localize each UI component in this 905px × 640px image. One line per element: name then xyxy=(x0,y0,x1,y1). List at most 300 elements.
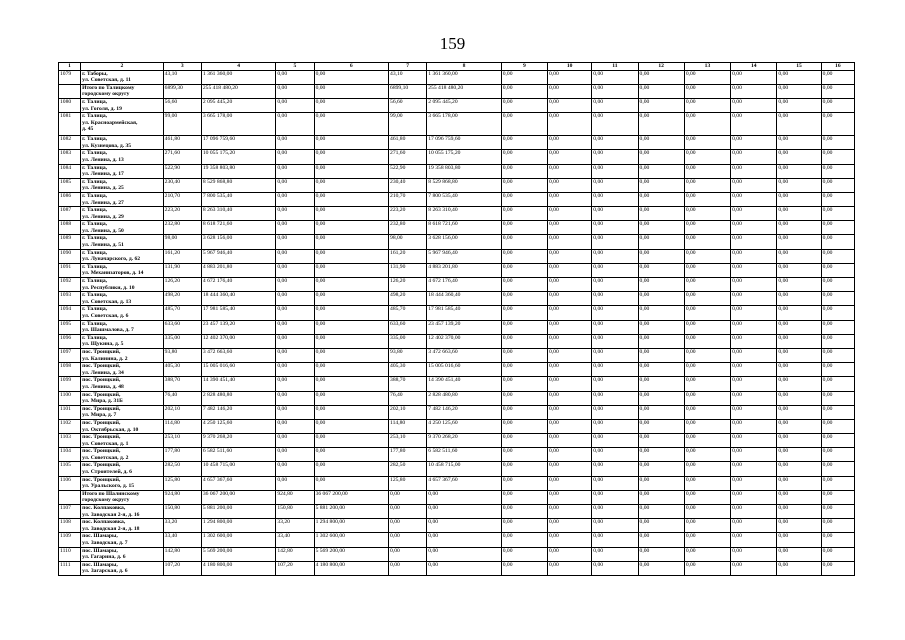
column-number-5: 5 xyxy=(276,63,314,71)
value-cell-col4: 17 981 585,40 xyxy=(201,306,275,320)
value-cell-col10: 0,00 xyxy=(547,178,591,192)
value-cell-col11: 0,00 xyxy=(592,278,638,292)
table-row xyxy=(59,150,855,164)
value-cell-col5: 0,00 xyxy=(276,249,314,263)
value-cell-col8: 0,00 xyxy=(427,547,501,561)
value-cell-col14: 0,00 xyxy=(731,84,777,98)
value-cell-col16: 0,00 xyxy=(821,320,854,334)
value-cell-col8: 3 472 663,60 xyxy=(427,348,501,362)
value-cell-col12: 0,00 xyxy=(638,207,684,221)
value-cell-col7: 161,20 xyxy=(389,249,427,263)
value-cell-col7: 0,00 xyxy=(389,519,427,533)
table-row xyxy=(59,263,855,277)
value-cell-col12: 0,00 xyxy=(638,405,684,419)
row-number-cell: 1087 xyxy=(59,207,81,221)
value-cell-col10: 0,00 xyxy=(547,377,591,391)
value-cell-col15: 0,00 xyxy=(777,448,821,462)
table-row xyxy=(59,519,855,533)
subtotal-label-cell: Итого по Талицкому городскому округу xyxy=(81,84,164,98)
table-row xyxy=(59,320,855,334)
address-cell: г. Талица, ул. Советская, д. 13 xyxy=(81,292,164,306)
row-number-cell: 1109 xyxy=(59,533,81,547)
value-cell-col7: 522,90 xyxy=(389,164,427,178)
value-cell-col13: 0,00 xyxy=(684,348,730,362)
value-cell-col6: 0,00 xyxy=(314,70,388,84)
value-cell-col5: 0,00 xyxy=(276,263,314,277)
value-cell-col7: 131,90 xyxy=(389,263,427,277)
value-cell-col14: 0,00 xyxy=(731,377,777,391)
row-number-cell: 1098 xyxy=(59,363,81,377)
row-number-cell: 1081 xyxy=(59,113,81,136)
value-cell-col9: 0,00 xyxy=(501,405,547,419)
value-cell-col4: 4 883 201,80 xyxy=(201,263,275,277)
value-cell-col7: 498,20 xyxy=(389,292,427,306)
value-cell-col5: 142,80 xyxy=(276,547,314,561)
value-cell-col12: 0,00 xyxy=(638,84,684,98)
value-cell-col15: 0,00 xyxy=(777,405,821,419)
value-cell-col4: 6 582 511,60 xyxy=(201,448,275,462)
value-cell-col11: 0,00 xyxy=(592,136,638,150)
value-cell-col6: 0,00 xyxy=(314,113,388,136)
value-cell-col10: 0,00 xyxy=(547,207,591,221)
value-cell-col5: 0,00 xyxy=(276,150,314,164)
row-number-cell: 1099 xyxy=(59,377,81,391)
table-row xyxy=(59,391,855,405)
value-cell-col13: 0,00 xyxy=(684,113,730,136)
value-cell-col7: 202,10 xyxy=(389,405,427,419)
value-cell-col9: 0,00 xyxy=(501,476,547,490)
value-cell-col4: 23 457 139,20 xyxy=(201,320,275,334)
value-cell-col10: 0,00 xyxy=(547,561,591,575)
value-cell-col12: 0,00 xyxy=(638,292,684,306)
value-cell-col4: 4 250 125,60 xyxy=(201,419,275,433)
value-cell-col13: 0,00 xyxy=(684,164,730,178)
value-cell-col10: 0,00 xyxy=(547,70,591,84)
column-number-6: 6 xyxy=(314,63,388,71)
table-row xyxy=(59,278,855,292)
value-cell-col9: 0,00 xyxy=(501,377,547,391)
value-cell-col15: 0,00 xyxy=(777,490,821,504)
value-cell-col15: 0,00 xyxy=(777,377,821,391)
address-cell: пос. Троицкий, ул. Мира, д. 31Б xyxy=(81,391,164,405)
column-number-9: 9 xyxy=(501,63,547,71)
table-row xyxy=(59,164,855,178)
value-cell-col11: 0,00 xyxy=(592,207,638,221)
table-row xyxy=(59,348,855,362)
value-cell-col3: 253,10 xyxy=(163,434,201,448)
value-cell-col5: 0,00 xyxy=(276,462,314,476)
value-cell-col16: 0,00 xyxy=(821,434,854,448)
value-cell-col9: 0,00 xyxy=(501,84,547,98)
value-cell-col5: 0,00 xyxy=(276,136,314,150)
value-cell-col6: 0,00 xyxy=(314,221,388,235)
value-cell-col11: 0,00 xyxy=(592,405,638,419)
value-cell-col6: 0,00 xyxy=(314,391,388,405)
value-cell-col8: 10 055 175,20 xyxy=(427,150,501,164)
value-cell-col16: 0,00 xyxy=(821,419,854,433)
value-cell-col6: 0,00 xyxy=(314,377,388,391)
value-cell-col14: 0,00 xyxy=(731,348,777,362)
table-row xyxy=(59,70,855,84)
value-cell-col11: 0,00 xyxy=(592,113,638,136)
row-number-cell: 1080 xyxy=(59,98,81,112)
value-cell-col4: 4 672 176,40 xyxy=(201,278,275,292)
value-cell-col8: 18 444 360,40 xyxy=(427,292,501,306)
column-number-1: 1 xyxy=(59,63,81,71)
value-cell-col12: 0,00 xyxy=(638,98,684,112)
table-row xyxy=(59,113,855,136)
value-cell-col3: 93,80 xyxy=(163,348,201,362)
value-cell-col13: 0,00 xyxy=(684,363,730,377)
address-cell: г. Талица, ул. Кузнецова, д. 35 xyxy=(81,136,164,150)
value-cell-col7: 388,70 xyxy=(389,377,427,391)
value-cell-col16: 0,00 xyxy=(821,178,854,192)
address-cell: пос. Троицкий, ул. Калинина, д. 2 xyxy=(81,348,164,362)
value-cell-col7: 485,70 xyxy=(389,306,427,320)
value-cell-col16: 0,00 xyxy=(821,448,854,462)
value-cell-col13: 0,00 xyxy=(684,249,730,263)
value-cell-col4: 5 569 200,00 xyxy=(201,547,275,561)
value-cell-col16: 0,00 xyxy=(821,476,854,490)
value-cell-col11: 0,00 xyxy=(592,334,638,348)
value-cell-col10: 0,00 xyxy=(547,490,591,504)
value-cell-col10: 0,00 xyxy=(547,192,591,206)
value-cell-col8: 4 672 176,40 xyxy=(427,278,501,292)
value-cell-col4: 2 828 480,80 xyxy=(201,391,275,405)
value-cell-col9: 0,00 xyxy=(501,462,547,476)
value-cell-col3: 202,10 xyxy=(163,405,201,419)
value-cell-col3: 522,90 xyxy=(163,164,201,178)
value-cell-col9: 0,00 xyxy=(501,490,547,504)
value-cell-col7: 6899,10 xyxy=(389,84,427,98)
page-number: 159 xyxy=(439,34,466,53)
value-cell-col5: 0,00 xyxy=(276,113,314,136)
value-cell-col8: 255 418 480,20 xyxy=(427,84,501,98)
value-cell-col3: 33,40 xyxy=(163,533,201,547)
value-cell-col16: 0,00 xyxy=(821,150,854,164)
value-cell-col16: 0,00 xyxy=(821,235,854,249)
address-cell: пос. Троицкий, ул. Октябрьская, д. 10 xyxy=(81,419,164,433)
value-cell-col8: 4 657 367,60 xyxy=(427,476,501,490)
value-cell-col15: 0,00 xyxy=(777,84,821,98)
address-cell: г. Талица, ул. Ленина, д. 13 xyxy=(81,150,164,164)
value-cell-col9: 0,00 xyxy=(501,263,547,277)
value-cell-col16: 0,00 xyxy=(821,70,854,84)
value-cell-col12: 0,00 xyxy=(638,490,684,504)
value-cell-col15: 0,00 xyxy=(777,561,821,575)
value-cell-col14: 0,00 xyxy=(731,221,777,235)
column-number-4: 4 xyxy=(201,63,275,71)
value-cell-col4: 7 482 146,20 xyxy=(201,405,275,419)
value-cell-col7: 282,50 xyxy=(389,462,427,476)
value-cell-col5: 0,00 xyxy=(276,84,314,98)
value-cell-col13: 0,00 xyxy=(684,405,730,419)
table-row xyxy=(59,334,855,348)
value-cell-col6: 0,00 xyxy=(314,320,388,334)
value-cell-col7: 335,00 xyxy=(389,334,427,348)
value-cell-col14: 0,00 xyxy=(731,136,777,150)
value-cell-col15: 0,00 xyxy=(777,221,821,235)
value-cell-col10: 0,00 xyxy=(547,476,591,490)
row-number-cell: 1107 xyxy=(59,505,81,519)
row-number-cell: 1111 xyxy=(59,561,81,575)
value-cell-col9: 0,00 xyxy=(501,292,547,306)
value-cell-col6: 0,00 xyxy=(314,419,388,433)
table-row xyxy=(59,98,855,112)
row-number-cell: 1083 xyxy=(59,150,81,164)
value-cell-col7: 98,00 xyxy=(389,235,427,249)
value-cell-col15: 0,00 xyxy=(777,292,821,306)
address-cell: г. Талица, ул. Луначарского, д. 62 xyxy=(81,249,164,263)
value-cell-col14: 0,00 xyxy=(731,561,777,575)
value-cell-col16: 0,00 xyxy=(821,292,854,306)
value-cell-col16: 0,00 xyxy=(821,363,854,377)
value-cell-col13: 0,00 xyxy=(684,207,730,221)
value-cell-col14: 0,00 xyxy=(731,192,777,206)
value-cell-col12: 0,00 xyxy=(638,505,684,519)
value-cell-col6: 0,00 xyxy=(314,292,388,306)
value-cell-col15: 0,00 xyxy=(777,363,821,377)
value-cell-col4: 7 800 535,40 xyxy=(201,192,275,206)
value-cell-col10: 0,00 xyxy=(547,434,591,448)
value-cell-col6: 0,00 xyxy=(314,348,388,362)
row-number-cell xyxy=(59,490,81,504)
value-cell-col14: 0,00 xyxy=(731,533,777,547)
address-cell: пос. Троицкий, ул. Строителей, д. 6 xyxy=(81,462,164,476)
value-cell-col4: 1 361 360,00 xyxy=(201,70,275,84)
value-cell-col16: 0,00 xyxy=(821,519,854,533)
value-cell-col4: 17 096 759,60 xyxy=(201,136,275,150)
value-cell-col9: 0,00 xyxy=(501,70,547,84)
value-cell-col7: 405,30 xyxy=(389,363,427,377)
value-cell-col6: 0,00 xyxy=(314,278,388,292)
table-row xyxy=(59,136,855,150)
value-cell-col9: 0,00 xyxy=(501,113,547,136)
value-cell-col9: 0,00 xyxy=(501,306,547,320)
value-cell-col14: 0,00 xyxy=(731,405,777,419)
row-number-cell: 1104 xyxy=(59,448,81,462)
value-cell-col7: 461,80 xyxy=(389,136,427,150)
value-cell-col10: 0,00 xyxy=(547,249,591,263)
value-cell-col3: 76,40 xyxy=(163,391,201,405)
value-cell-col3: 223,20 xyxy=(163,207,201,221)
value-cell-col13: 0,00 xyxy=(684,320,730,334)
row-number-cell: 1093 xyxy=(59,292,81,306)
value-cell-col8: 17 096 759,60 xyxy=(427,136,501,150)
table-row xyxy=(59,462,855,476)
value-cell-col4: 8 618 721,60 xyxy=(201,221,275,235)
value-cell-col3: 282,50 xyxy=(163,462,201,476)
table-row xyxy=(59,235,855,249)
column-number-13: 13 xyxy=(684,63,730,71)
value-cell-col5: 33,40 xyxy=(276,533,314,547)
value-cell-col13: 0,00 xyxy=(684,490,730,504)
value-cell-col16: 0,00 xyxy=(821,462,854,476)
row-number-cell: 1084 xyxy=(59,164,81,178)
value-cell-col9: 0,00 xyxy=(501,235,547,249)
value-cell-col15: 0,00 xyxy=(777,334,821,348)
value-cell-col9: 0,00 xyxy=(501,547,547,561)
value-cell-col13: 0,00 xyxy=(684,505,730,519)
value-cell-col14: 0,00 xyxy=(731,278,777,292)
value-cell-col8: 23 457 139,20 xyxy=(427,320,501,334)
value-cell-col10: 0,00 xyxy=(547,136,591,150)
value-cell-col7: 232,80 xyxy=(389,221,427,235)
value-cell-col5: 0,00 xyxy=(276,377,314,391)
value-cell-col14: 0,00 xyxy=(731,391,777,405)
value-cell-col14: 0,00 xyxy=(731,476,777,490)
value-cell-col7: 0,00 xyxy=(389,505,427,519)
value-cell-col6: 5 881 200,00 xyxy=(314,505,388,519)
value-cell-col14: 0,00 xyxy=(731,150,777,164)
value-cell-col11: 0,00 xyxy=(592,561,638,575)
value-cell-col11: 0,00 xyxy=(592,505,638,519)
value-cell-col13: 0,00 xyxy=(684,306,730,320)
address-cell: пос. Троицкий, ул. Ленина, д. 48 xyxy=(81,377,164,391)
value-cell-col13: 0,00 xyxy=(684,377,730,391)
column-number-12: 12 xyxy=(638,63,684,71)
value-cell-col11: 0,00 xyxy=(592,292,638,306)
value-cell-col15: 0,00 xyxy=(777,192,821,206)
row-number-cell: 1103 xyxy=(59,434,81,448)
value-cell-col14: 0,00 xyxy=(731,70,777,84)
value-cell-col14: 0,00 xyxy=(731,320,777,334)
value-cell-col5: 0,00 xyxy=(276,98,314,112)
address-cell: г. Талица, ул. Гоголя, д. 19 xyxy=(81,98,164,112)
value-cell-col16: 0,00 xyxy=(821,278,854,292)
value-cell-col7: 93,80 xyxy=(389,348,427,362)
value-cell-col8: 3 665 178,00 xyxy=(427,113,501,136)
value-cell-col12: 0,00 xyxy=(638,164,684,178)
table-row xyxy=(59,377,855,391)
table-row xyxy=(59,561,855,575)
value-cell-col16: 0,00 xyxy=(821,547,854,561)
value-cell-col8: 4 250 125,60 xyxy=(427,419,501,433)
value-cell-col12: 0,00 xyxy=(638,476,684,490)
row-number-cell: 1079 xyxy=(59,70,81,84)
value-cell-col16: 0,00 xyxy=(821,207,854,221)
value-cell-col12: 0,00 xyxy=(638,547,684,561)
value-cell-col16: 0,00 xyxy=(821,221,854,235)
value-cell-col5: 924,80 xyxy=(276,490,314,504)
value-cell-col10: 0,00 xyxy=(547,363,591,377)
value-cell-col11: 0,00 xyxy=(592,533,638,547)
address-cell: г. Талица, ул. Ленина, д. 29 xyxy=(81,207,164,221)
value-cell-col12: 0,00 xyxy=(638,320,684,334)
value-cell-col13: 0,00 xyxy=(684,434,730,448)
value-cell-col6: 0,00 xyxy=(314,363,388,377)
value-cell-col11: 0,00 xyxy=(592,178,638,192)
value-cell-col11: 0,00 xyxy=(592,490,638,504)
address-cell: г. Талица, ул. Щукина, д. 5 xyxy=(81,334,164,348)
value-cell-col4: 3 472 663,60 xyxy=(201,348,275,362)
value-cell-col14: 0,00 xyxy=(731,164,777,178)
address-cell: пос. Троицкий, ул. Уральского, д. 15 xyxy=(81,476,164,490)
value-cell-col12: 0,00 xyxy=(638,70,684,84)
value-cell-col4: 14 390 451,40 xyxy=(201,377,275,391)
value-cell-col8: 14 390 451,40 xyxy=(427,377,501,391)
value-cell-col13: 0,00 xyxy=(684,235,730,249)
value-cell-col15: 0,00 xyxy=(777,235,821,249)
value-cell-col5: 0,00 xyxy=(276,476,314,490)
column-number-14: 14 xyxy=(731,63,777,71)
value-cell-col15: 0,00 xyxy=(777,136,821,150)
value-cell-col8: 17 981 585,40 xyxy=(427,306,501,320)
row-number-cell: 1094 xyxy=(59,306,81,320)
column-number-11: 11 xyxy=(592,63,638,71)
value-cell-col8: 1 361 360,00 xyxy=(427,70,501,84)
row-number-cell: 1110 xyxy=(59,547,81,561)
value-cell-col3: 114,80 xyxy=(163,419,201,433)
value-cell-col3: 633,60 xyxy=(163,320,201,334)
value-cell-col6: 0,00 xyxy=(314,84,388,98)
table-row xyxy=(59,533,855,547)
value-cell-col14: 0,00 xyxy=(731,519,777,533)
register-table xyxy=(58,62,855,576)
value-cell-col6: 0,00 xyxy=(314,306,388,320)
value-cell-col11: 0,00 xyxy=(592,192,638,206)
value-cell-col9: 0,00 xyxy=(501,178,547,192)
value-cell-col10: 0,00 xyxy=(547,405,591,419)
value-cell-col7: 271,60 xyxy=(389,150,427,164)
value-cell-col9: 0,00 xyxy=(501,505,547,519)
value-cell-col10: 0,00 xyxy=(547,306,591,320)
column-number-15: 15 xyxy=(777,63,821,71)
value-cell-col4: 12 402 370,00 xyxy=(201,334,275,348)
value-cell-col4: 15 005 016,60 xyxy=(201,363,275,377)
value-cell-col8: 7 800 535,40 xyxy=(427,192,501,206)
value-cell-col10: 0,00 xyxy=(547,334,591,348)
table-row xyxy=(59,547,855,561)
value-cell-col6: 0,00 xyxy=(314,98,388,112)
value-cell-col13: 0,00 xyxy=(684,84,730,98)
value-cell-col15: 0,00 xyxy=(777,533,821,547)
value-cell-col3: 405,30 xyxy=(163,363,201,377)
value-cell-col16: 0,00 xyxy=(821,490,854,504)
value-cell-col12: 0,00 xyxy=(638,533,684,547)
value-cell-col8: 4 883 201,80 xyxy=(427,263,501,277)
value-cell-col9: 0,00 xyxy=(501,334,547,348)
value-cell-col4: 10 055 175,20 xyxy=(201,150,275,164)
value-cell-col12: 0,00 xyxy=(638,377,684,391)
value-cell-col16: 0,00 xyxy=(821,377,854,391)
value-cell-col3: 230,40 xyxy=(163,178,201,192)
value-cell-col8: 8 529 868,80 xyxy=(427,178,501,192)
value-cell-col3: 98,00 xyxy=(163,235,201,249)
value-cell-col3: 485,70 xyxy=(163,306,201,320)
value-cell-col16: 0,00 xyxy=(821,505,854,519)
value-cell-col9: 0,00 xyxy=(501,150,547,164)
value-cell-col13: 0,00 xyxy=(684,533,730,547)
value-cell-col6: 0,00 xyxy=(314,192,388,206)
value-cell-col15: 0,00 xyxy=(777,70,821,84)
value-cell-col10: 0,00 xyxy=(547,235,591,249)
value-cell-col9: 0,00 xyxy=(501,348,547,362)
value-cell-col6: 0,00 xyxy=(314,405,388,419)
value-cell-col11: 0,00 xyxy=(592,476,638,490)
value-cell-col15: 0,00 xyxy=(777,320,821,334)
value-cell-col8: 10 458 715,00 xyxy=(427,462,501,476)
value-cell-col15: 0,00 xyxy=(777,547,821,561)
address-cell: пос. Троицкий, ул. Советская, д. 2 xyxy=(81,448,164,462)
value-cell-col11: 0,00 xyxy=(592,235,638,249)
value-cell-col15: 0,00 xyxy=(777,150,821,164)
value-cell-col14: 0,00 xyxy=(731,98,777,112)
value-cell-col14: 0,00 xyxy=(731,547,777,561)
subtotal-row xyxy=(59,84,855,98)
value-cell-col6: 5 569 200,00 xyxy=(314,547,388,561)
value-cell-col8: 7 482 146,20 xyxy=(427,405,501,419)
